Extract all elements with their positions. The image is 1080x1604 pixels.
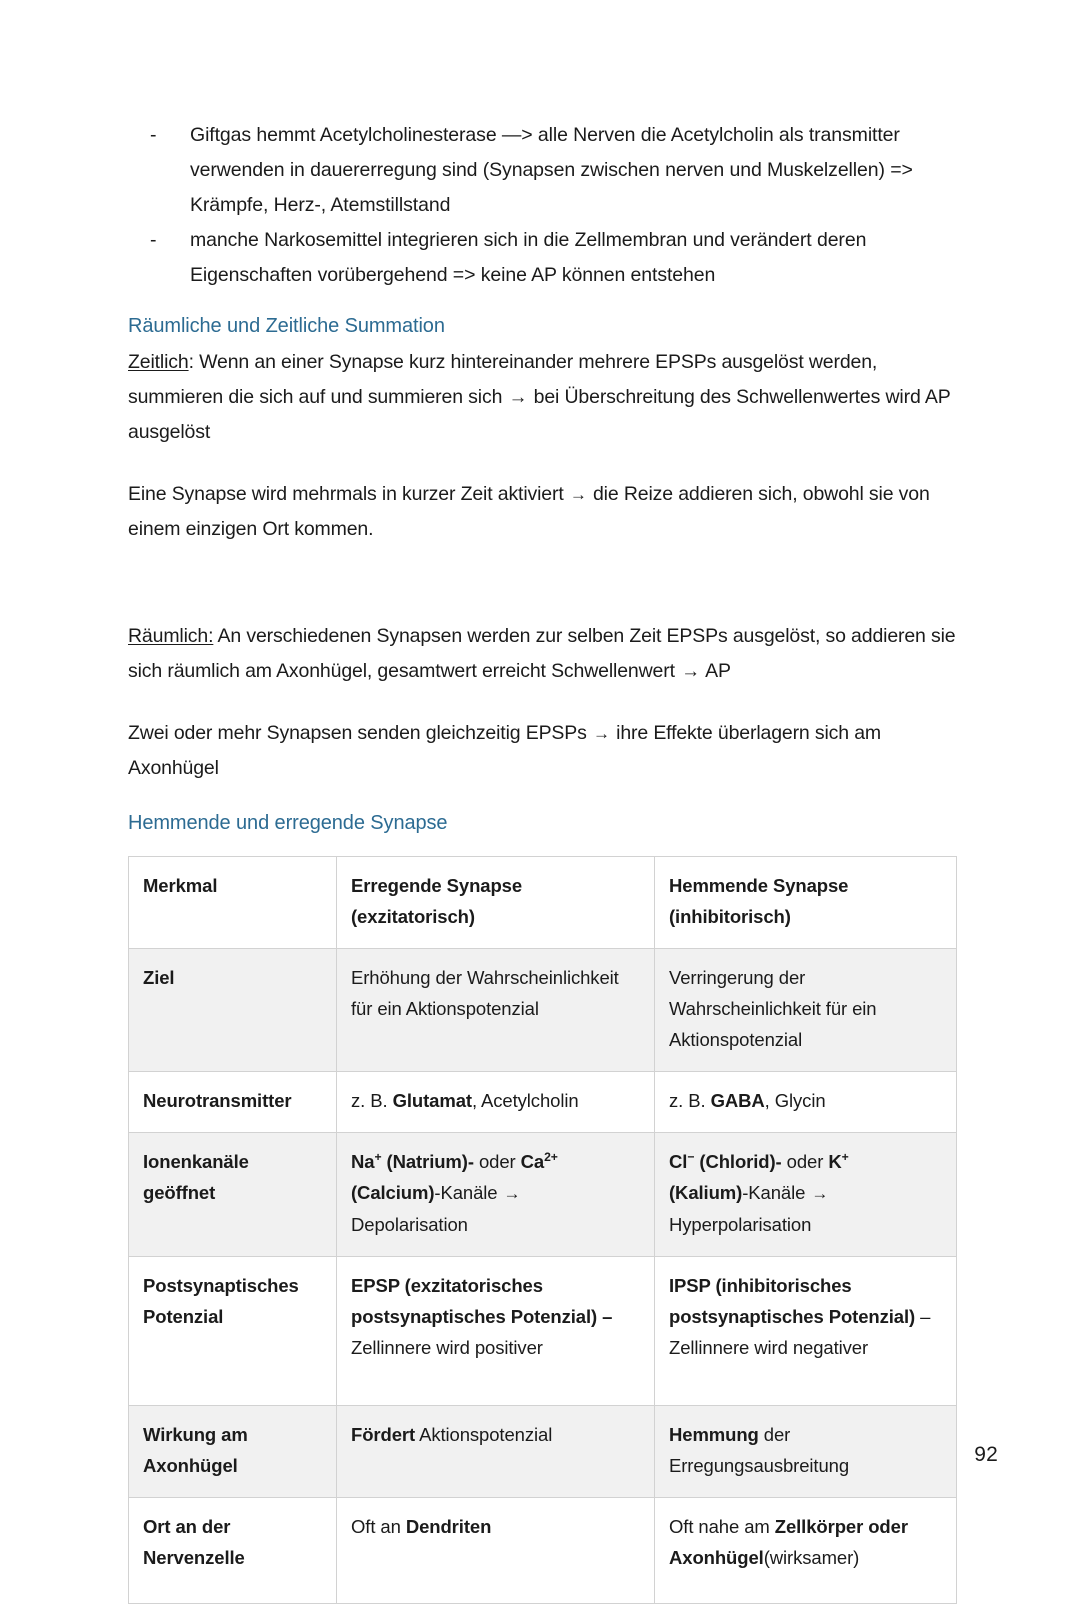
table-row	[129, 1072, 957, 1133]
key-line-1: Ort an der	[143, 1516, 231, 1537]
text-bold: EPSP (exzitatorisches postsynaptisches Potenzial) –	[351, 1275, 613, 1327]
text-post: (wirksamer)	[763, 1547, 860, 1568]
cell-wirkung-inhibitory	[655, 1406, 957, 1498]
section-heading-synapse: Hemmende und erregende Synapse	[128, 812, 448, 834]
header-line-1: Erregende Synapse	[351, 875, 523, 896]
text-pre: Oft an	[351, 1516, 406, 1537]
text-plain: Zellinnere wird positiver	[351, 1337, 543, 1358]
ion-symbol-2: Ca	[520, 1151, 545, 1172]
table-row	[129, 1257, 957, 1406]
ion-charge: +	[374, 1149, 382, 1164]
text-tail: -Kanäle	[434, 1182, 503, 1203]
table-header-cell-merkmal: Merkmal	[129, 857, 337, 949]
header-line-2: (exzitatorisch)	[351, 906, 475, 927]
raeumlich-tail: AP	[700, 660, 731, 682]
text-pre: z. B.	[669, 1090, 711, 1111]
cell-ziel-inhibitory: Verringerung der Wahrscheinlichkeit für ein Aktionspotenzial	[655, 949, 957, 1072]
cell-ziel-excitatory: Erhöhung der Wahrscheinlichkeit für ein Aktionspotenzial	[337, 949, 655, 1072]
key-line-1: Ionenkanäle	[143, 1151, 249, 1172]
header-line-1: Hemmende Synapse	[669, 875, 849, 896]
ion-name-2: (Kalium)	[669, 1182, 743, 1203]
table-header-cell-excitatory	[337, 857, 655, 949]
raeumlich-rest: An verschiedenen Synapsen werden zur selben Zeit EPSPs ausgelöst, so addieren sie sich räumlich am Axonhügel, gesamtwert erreicht Schwellenwert	[128, 625, 956, 682]
ion-name: (Natrium)-	[381, 1151, 474, 1172]
zeitlich-rest: : Wenn an einer Synapse kurz hintereinander mehrere EPSPs ausgelöst werden, summieren die sich auf und summieren sich	[128, 351, 878, 408]
text-last: Depolarisation	[351, 1214, 468, 1235]
ion-symbol: Na	[351, 1151, 375, 1172]
arrow-right-icon: →	[811, 1184, 829, 1203]
row-key-ort	[129, 1498, 337, 1604]
text-plain: Aktionspotenzial	[415, 1424, 553, 1445]
text-mid: oder	[781, 1151, 829, 1172]
list-item-text: Giftgas hemmt Acetylcholinesterase —> alle Nerven die Acetylcholin als transmitter verwenden in dauererregung sind (Synapsen zwischen nerven und Muskelzellen) => Krämpfe, Herz-, Atemstillstand	[190, 124, 913, 216]
list-item	[128, 118, 958, 223]
table-header-row	[129, 857, 957, 949]
ion-name: (Chlorid)-	[694, 1151, 782, 1172]
paragraph-raeumlich	[128, 619, 958, 689]
row-key-wirkung	[129, 1406, 337, 1498]
ion-charge: −	[687, 1149, 695, 1164]
row-key-ziel: Ziel	[129, 949, 337, 1072]
row-key-postsynaptisches	[129, 1257, 337, 1406]
arrow-right-icon: →	[508, 387, 528, 408]
text-post: , Glycin	[764, 1090, 826, 1111]
cell-neurotransmitter-inhibitory	[655, 1072, 957, 1133]
paragraph-raeumlich-explain	[128, 716, 958, 786]
text-bold: GABA	[710, 1090, 765, 1111]
text-bold: Dendriten	[405, 1516, 492, 1537]
bullet-dash-icon: -	[150, 229, 157, 251]
notes-bullet-list	[128, 118, 958, 293]
key-line-1: Wirkung am	[143, 1424, 248, 1445]
raeumlich-body-pre: Zwei oder mehr Synapsen senden gleichzeitig EPSPs	[128, 722, 593, 744]
zeitlich-body-post: die Reize addieren sich, obwohl sie von einem einzigen Ort kommen.	[128, 483, 930, 540]
text-plain: – Zellinnere wird negativer	[669, 1306, 931, 1358]
section-heading-summation: Räumliche und Zeitliche Summation	[128, 315, 445, 337]
text-mid: oder	[473, 1151, 521, 1172]
raeumlich-label: Räumlich:	[128, 625, 214, 647]
key-line-2: geöffnet	[143, 1182, 216, 1203]
table-row	[129, 1133, 957, 1257]
bullet-dash-icon: -	[150, 124, 157, 146]
cell-postsynaptisches-excitatory	[337, 1257, 655, 1406]
list-item	[128, 223, 958, 293]
arrow-right-icon: →	[503, 1184, 521, 1203]
raeumlich-body-post: ihre Effekte überlagern sich am Axonhügel	[128, 722, 882, 779]
comparison-table	[128, 856, 957, 1604]
ion-charge-2: +	[841, 1149, 849, 1164]
ion-name-2: (Calcium)	[351, 1182, 435, 1203]
key-line-2: Nervenzelle	[143, 1547, 245, 1568]
page-number: 92	[974, 1443, 998, 1466]
cell-neurotransmitter-excitatory	[337, 1072, 655, 1133]
table-header-cell-inhibitory	[655, 857, 957, 949]
text-bold: Hemmung	[669, 1424, 759, 1445]
cell-ionenkanaele-excitatory	[337, 1133, 655, 1257]
key-line-1: Postsynaptisches	[143, 1275, 299, 1296]
arrow-right-icon: →	[593, 724, 610, 743]
cell-ionenkanaele-inhibitory	[655, 1133, 957, 1257]
list-item-text: manche Narkosemittel integrieren sich in die Zellmembran und verändert deren Eigenschaften vorübergehend => keine AP können entstehen	[190, 229, 867, 286]
header-line-2: (inhibitorisch)	[669, 906, 791, 927]
text-bold: Fördert	[351, 1424, 416, 1445]
text-post: , Acetylcholin	[471, 1090, 579, 1111]
zeitlich-label: Zeitlich	[128, 351, 189, 373]
zeitlich-tail: bei Überschreitung des Schwellenwertes wird AP ausgelöst	[128, 386, 951, 443]
page-content	[128, 118, 958, 1604]
table-row	[129, 1498, 957, 1604]
text-bold: Glutamat	[392, 1090, 472, 1111]
paragraph-zeitlich-explain	[128, 477, 958, 547]
ion-symbol: Cl	[669, 1151, 688, 1172]
key-line-2: Axonhügel	[143, 1455, 238, 1476]
key-line-2: Potenzial	[143, 1306, 224, 1327]
row-key-neurotransmitter: Neurotransmitter	[129, 1072, 337, 1133]
arrow-right-icon: →	[569, 485, 587, 504]
text-pre: Oft nahe am	[669, 1516, 775, 1537]
text-bold: Zellkörper oder Axonhügel	[669, 1516, 908, 1568]
paragraph-zeitlich	[128, 345, 958, 450]
ion-symbol-2: K	[828, 1151, 842, 1172]
text-bold: IPSP (inhibitorisches postsynaptisches Potenzial)	[669, 1275, 916, 1327]
zeitlich-body-pre: Eine Synapse wird mehrmals in kurzer Zeit aktiviert	[128, 483, 569, 505]
text-plain: der Erregungsausbreitung	[669, 1424, 850, 1476]
row-key-ionenkanaele	[129, 1133, 337, 1257]
cell-ort-excitatory	[337, 1498, 655, 1604]
table-row	[129, 949, 957, 1072]
ion-charge-2: 2+	[544, 1149, 558, 1164]
cell-wirkung-excitatory	[337, 1406, 655, 1498]
cell-postsynaptisches-inhibitory	[655, 1257, 957, 1406]
cell-ort-inhibitory	[655, 1498, 957, 1604]
text-last: Hyperpolarisation	[669, 1214, 812, 1235]
table-row	[129, 1406, 957, 1498]
arrow-right-icon: →	[681, 661, 700, 682]
text-pre: z. B.	[351, 1090, 393, 1111]
text-tail: -Kanäle	[742, 1182, 811, 1203]
